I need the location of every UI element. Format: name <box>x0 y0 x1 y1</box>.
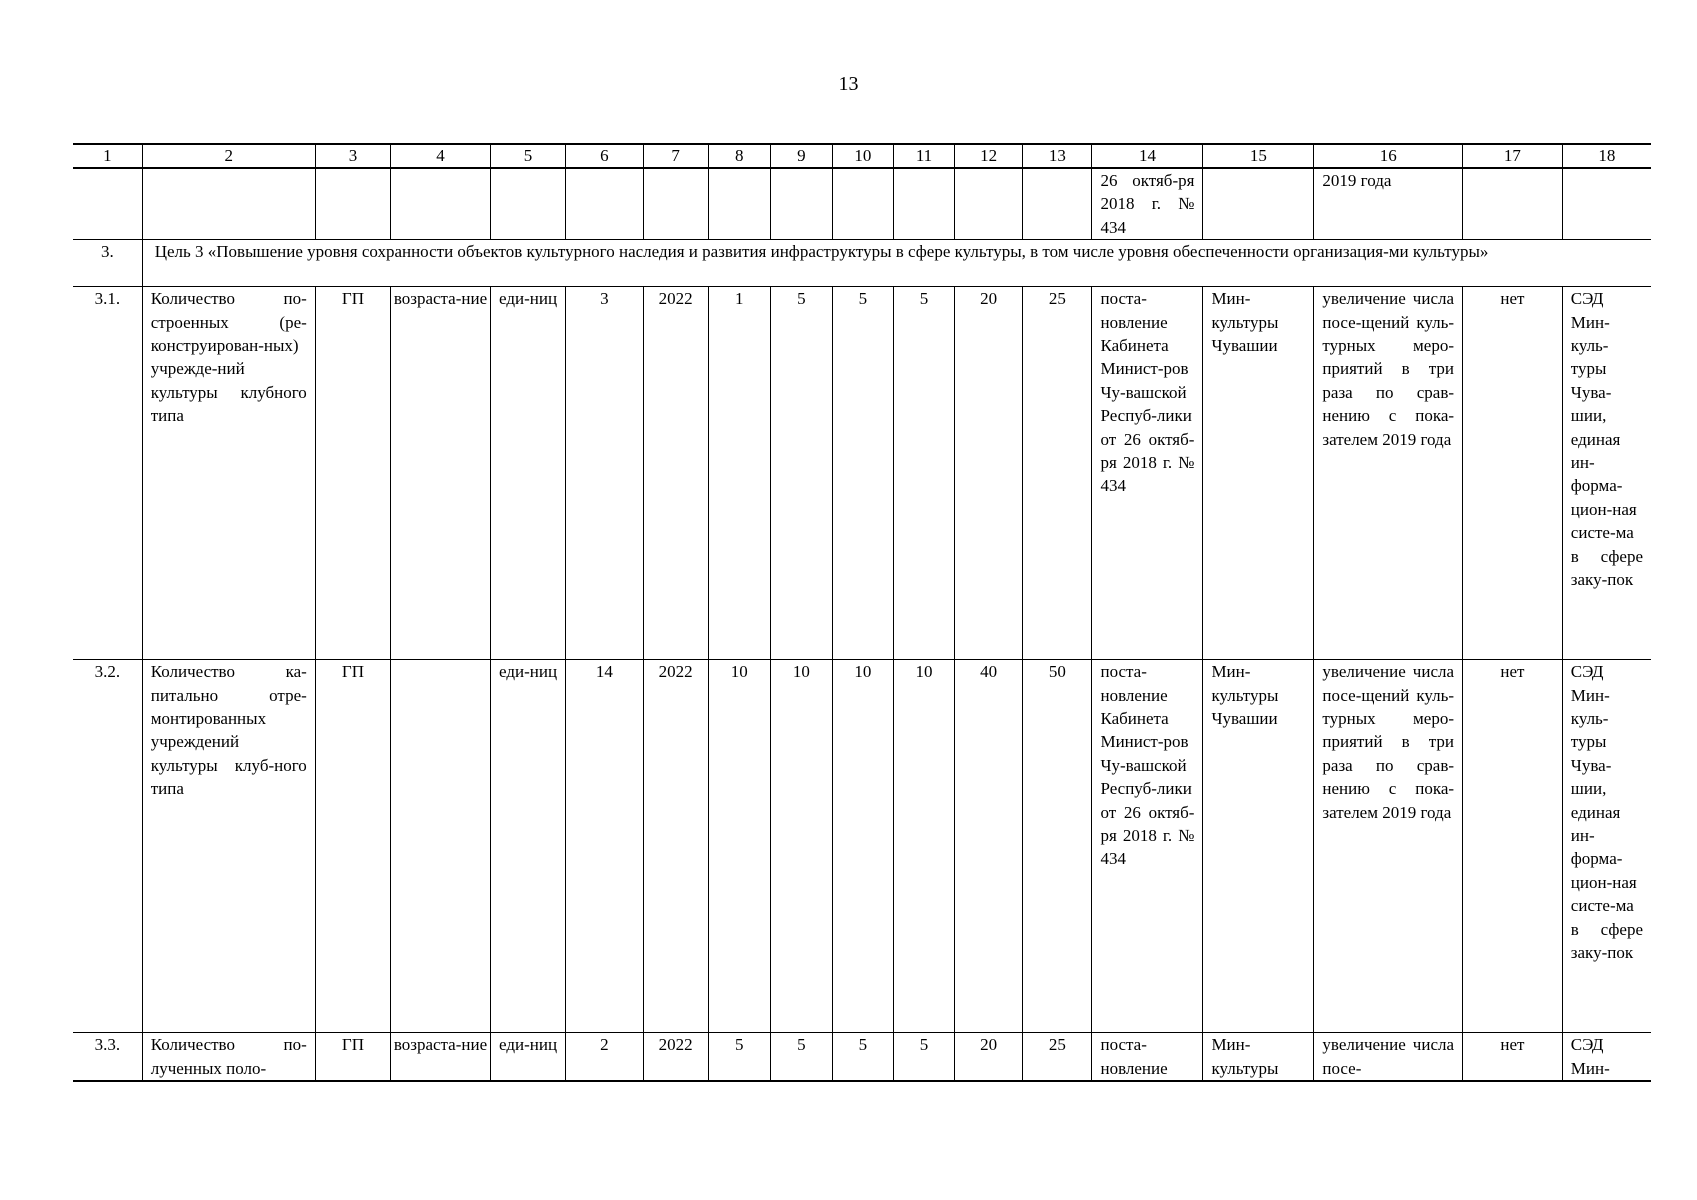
table-row <box>73 287 1651 660</box>
base-year: 2022 <box>643 660 708 1033</box>
col-header: 6 <box>566 144 643 168</box>
responsible: Мин-культуры Чувашии <box>1203 287 1314 660</box>
page-number: 13 <box>838 73 859 95</box>
legal-document: поста-новление Кабинета Минист-ров Чу-вашской Респуб-лики от 26 октяб-ря 2018 г. № 434 <box>1092 660 1203 1033</box>
legal-document: поста-новление <box>1092 1033 1203 1081</box>
value-col13: 25 <box>1023 287 1092 660</box>
unit: еди-ниц <box>490 1033 565 1081</box>
indicators-table <box>73 143 1651 1082</box>
value-col12: 20 <box>955 1033 1023 1081</box>
row-number: 3.3. <box>73 1033 142 1081</box>
unit: еди-ниц <box>490 660 565 1033</box>
value-col8: 5 <box>708 1033 770 1081</box>
col-header: 3 <box>315 144 390 168</box>
trend <box>391 660 491 1033</box>
col-header: 12 <box>955 144 1023 168</box>
value-col9: 5 <box>770 287 832 660</box>
base-value: 2 <box>566 1033 643 1081</box>
value-col11: 5 <box>893 1033 954 1081</box>
base-value: 3 <box>566 287 643 660</box>
program-type: ГП <box>315 1033 390 1081</box>
responsible: Мин-культуры Чувашии <box>1203 660 1314 1033</box>
col-header: 18 <box>1562 144 1651 168</box>
value-col8: 1 <box>708 287 770 660</box>
goal-number: 3. <box>73 240 142 287</box>
col-header: 5 <box>490 144 565 168</box>
base-year: 2022 <box>643 1033 708 1081</box>
value-col10: 5 <box>832 287 893 660</box>
flag: нет <box>1463 287 1563 660</box>
col-header: 10 <box>832 144 893 168</box>
row-number: 3.2. <box>73 660 142 1033</box>
continuation-document: 26 октяб-ря 2018 г. № 434 <box>1092 168 1203 240</box>
row-number: 3.1. <box>73 287 142 660</box>
col-header: 15 <box>1203 144 1314 168</box>
flag: нет <box>1463 1033 1563 1081</box>
table-row <box>73 1033 1651 1081</box>
value-col13: 25 <box>1023 1033 1092 1081</box>
value-col12: 20 <box>955 287 1023 660</box>
value-col9: 10 <box>770 660 832 1033</box>
data-source: СЭД Мин-куль-туры Чува-шии, единая ин-форма-цион-ная систе-ма в сфере заку-пок <box>1562 287 1651 660</box>
continuation-effect: 2019 года <box>1314 168 1463 240</box>
trend: возраста-ние <box>391 1033 491 1081</box>
value-col11: 5 <box>893 287 954 660</box>
value-col13: 50 <box>1023 660 1092 1033</box>
col-header: 1 <box>73 144 142 168</box>
data-source: СЭД Мин-куль-туры Чува-шии, единая ин-форма-цион-ная систе-ма в сфере заку-пок <box>1562 660 1651 1033</box>
indicator-name: Количество по-лученных поло- <box>142 1033 315 1081</box>
col-header: 14 <box>1092 144 1203 168</box>
col-header: 17 <box>1463 144 1563 168</box>
value-col12: 40 <box>955 660 1023 1033</box>
continuation-row <box>73 168 1651 240</box>
col-header: 8 <box>708 144 770 168</box>
goal-row <box>73 240 1651 287</box>
effect: увеличение числа посе-щений куль-турных меро-приятий в три раза по срав-нению с пока-зателем 2019 года <box>1314 660 1463 1033</box>
base-value: 14 <box>566 660 643 1033</box>
program-type: ГП <box>315 660 390 1033</box>
base-year: 2022 <box>643 287 708 660</box>
indicator-name: Количество по-строенных (ре-конструирован-ных) учрежде-ний культуры клубного типа <box>142 287 315 660</box>
col-header: 9 <box>770 144 832 168</box>
col-header: 4 <box>391 144 491 168</box>
program-type: ГП <box>315 287 390 660</box>
data-source: СЭД Мин- <box>1562 1033 1651 1081</box>
indicator-name: Количество ка-питально отре-монтированных учреждений культуры клуб-ного типа <box>142 660 315 1033</box>
col-header: 13 <box>1023 144 1092 168</box>
legal-document: поста-новление Кабинета Минист-ров Чу-вашской Респуб-лики от 26 октяб-ря 2018 г. № 434 <box>1092 287 1203 660</box>
table-row <box>73 660 1651 1033</box>
col-header: 16 <box>1314 144 1463 168</box>
column-number-header <box>73 144 1651 168</box>
value-col9: 5 <box>770 1033 832 1081</box>
flag: нет <box>1463 660 1563 1033</box>
value-col11: 10 <box>893 660 954 1033</box>
col-header: 2 <box>142 144 315 168</box>
goal-text: Цель 3 «Повышение уровня сохранности объектов культурного наследия и развития инфраструктуры в сфере культуры, в том числе уровня обеспеченности организация-ми культуры» <box>142 240 1651 287</box>
value-col10: 10 <box>832 660 893 1033</box>
responsible: Мин-культуры <box>1203 1033 1314 1081</box>
effect: увеличение числа посе-щений куль-турных меро-приятий в три раза по срав-нению с пока-зателем 2019 года <box>1314 287 1463 660</box>
value-col8: 10 <box>708 660 770 1033</box>
col-header: 11 <box>893 144 954 168</box>
value-col10: 5 <box>832 1033 893 1081</box>
effect: увеличение числа посе- <box>1314 1033 1463 1081</box>
col-header: 7 <box>643 144 708 168</box>
unit: еди-ниц <box>490 287 565 660</box>
trend: возраста-ние <box>391 287 491 660</box>
